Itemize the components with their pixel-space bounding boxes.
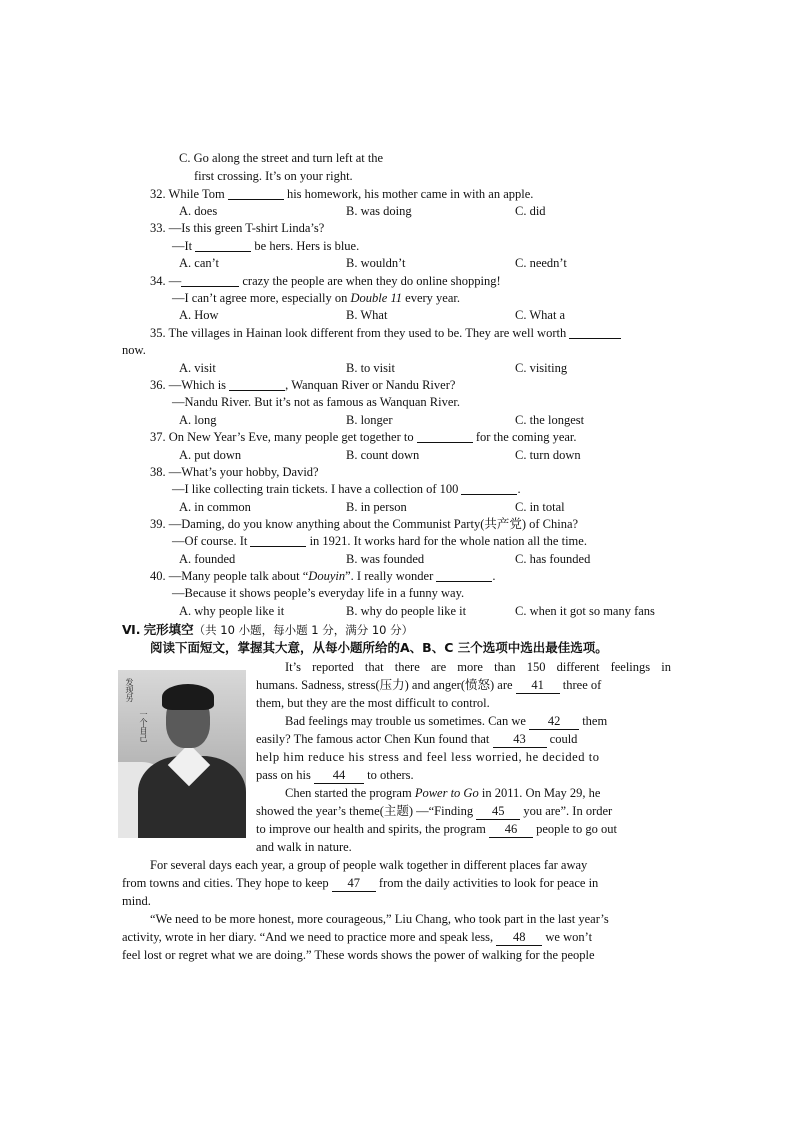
- blank-44: 44: [314, 767, 364, 784]
- q35-option-b: B. to visit: [346, 361, 395, 375]
- p3-line2: [256, 803, 612, 820]
- q37-option-b: B. count down: [346, 448, 420, 462]
- q35-option-c: C. visiting: [515, 361, 568, 375]
- question-40: [150, 568, 496, 584]
- q35-stem: 35. The villages in Hainan look different from they used to be. They are well worth: [150, 326, 570, 340]
- q37-option-c: C. turn down: [515, 448, 581, 462]
- q34-reply-a: —I can’t agree more, especially on: [172, 291, 351, 305]
- q34-option-a: A. How: [179, 308, 219, 322]
- q36-blank: [229, 378, 285, 391]
- q33-blank: [195, 239, 251, 252]
- p3-line1-end: in 2011. On May 29, he: [478, 786, 601, 800]
- question-40-reply: —Because it shows people’s everyday life in a funny way.: [172, 586, 465, 600]
- q36-option-c: C. the longest: [515, 413, 585, 427]
- p4-line2-end: from the daily activities to look for peace in: [375, 876, 599, 890]
- p2-line1-text: Bad feelings may trouble us sometimes. Can we: [285, 714, 530, 728]
- p4-line2-text: from towns and cities. They hope to keep: [122, 876, 332, 890]
- q40-stem-italic: Douyin: [308, 569, 346, 583]
- p1-line1: It’s reported that there are more than 150 different feelings in: [285, 660, 671, 674]
- q33-option-c: C. needn’t: [515, 256, 567, 270]
- q37-stem-b: for the coming year.: [472, 430, 577, 444]
- blank-42: 42: [529, 713, 579, 730]
- p4-line3: mind.: [122, 894, 151, 908]
- q35-blank: [569, 326, 621, 339]
- q32-option-a: A. does: [179, 204, 218, 218]
- q37-option-a: A. put down: [179, 448, 242, 462]
- p1-line3: them, but they are the most difficult to control.: [256, 696, 490, 710]
- blank-48: 48: [496, 929, 542, 946]
- q38-option-b: B. in person: [346, 500, 407, 514]
- q38-option-c: C. in total: [515, 500, 565, 514]
- question-35: [150, 325, 621, 341]
- question-39-reply: [172, 533, 587, 549]
- q34-blank: [181, 274, 239, 287]
- p5-line2-end: we won’t: [542, 930, 593, 944]
- q34-stem-b: crazy the people are when they do online shopping!: [239, 274, 501, 288]
- q31-option-c-line2: first crossing. It’s on your right.: [194, 169, 353, 183]
- blank-47: 47: [332, 875, 376, 892]
- p1-line2: [256, 677, 601, 694]
- p5-line2-text: activity, wrote in her diary. “And we need to practice more and speak less,: [122, 930, 497, 944]
- p4-line2: [122, 875, 598, 892]
- p1-line2-end: three of: [559, 678, 602, 692]
- p2-line4: [256, 767, 414, 784]
- section-header: [122, 622, 413, 638]
- photo-hair: [162, 684, 214, 710]
- p3-line2-text: showed the year’s theme(主题) —“Finding: [256, 804, 477, 818]
- question-33: 33. —Is this green T-shirt Linda’s?: [150, 221, 325, 235]
- q38-blank: [461, 482, 517, 495]
- q40-option-a: A. why people like it: [179, 604, 285, 618]
- section-title: 完形填空: [143, 622, 194, 637]
- q40-stem-b: ”. I really wonder: [345, 569, 437, 583]
- photo-caption-2: 一个自己: [139, 710, 148, 742]
- q34-option-c: C. What a: [515, 308, 566, 322]
- question-33-reply: [172, 238, 359, 254]
- actor-photo: [118, 670, 246, 838]
- p5-line1: “We need to be more honest, more courageous,” Liu Chang, who took part in the last year’s: [150, 912, 609, 926]
- q39-option-a: A. founded: [179, 552, 236, 566]
- q40-option-c: C. when it got so many fans: [515, 604, 655, 618]
- question-36-reply: —Nandu River. But it’s not as famous as Wanquan River.: [172, 395, 460, 409]
- p3-line1-text: Chen started the program: [285, 786, 415, 800]
- q37-stem-a: 37. On New Year’s Eve, many people get together to: [150, 430, 417, 444]
- q38-option-a: A. in common: [179, 500, 251, 514]
- question-34-reply: [172, 290, 460, 306]
- q40-stem-c: .: [492, 569, 496, 583]
- p4-line1: For several days each year, a group of people walk together in different places far away: [150, 858, 588, 872]
- q39-blank: [250, 534, 306, 547]
- blank-41: 41: [516, 677, 560, 694]
- p2-line1-end: them: [579, 714, 608, 728]
- q38-reply-b: .: [517, 482, 521, 496]
- q40-option-b: B. why do people like it: [346, 604, 467, 618]
- p2-line3: help him reduce his stress and feel less worried, he decided to: [256, 750, 600, 764]
- question-34: [150, 273, 501, 289]
- q32-stem-b: his homework, his mother came in with an apple.: [283, 187, 534, 201]
- q32-option-c: C. did: [515, 204, 546, 218]
- p2-line4-end: to others.: [364, 768, 414, 782]
- q39-reply-b: in 1921. It works hard for the whole nation all the time.: [306, 534, 587, 548]
- q36-stem-a: 36. —Which is: [150, 378, 230, 392]
- p2-line1: [285, 713, 607, 730]
- q31-option-c-line1: C. Go along the street and turn left at the: [179, 151, 384, 165]
- q40-blank: [436, 569, 492, 582]
- q33-reply-a: —It: [172, 239, 196, 253]
- q34-stem-a: 34. —: [150, 274, 182, 288]
- q40-stem-a: 40. —Many people talk about “: [150, 569, 309, 583]
- question-38-reply: [172, 481, 521, 497]
- p3-line3-text: to improve our health and spirits, the program: [256, 822, 489, 836]
- section-number: Ⅵ.: [122, 622, 141, 637]
- q35-wrap: now.: [122, 343, 146, 357]
- p2-line2-end: could: [546, 732, 578, 746]
- p2-line2: [256, 731, 577, 748]
- section-note: （共 10 小题，每小题 1 分，满分 10 分）: [193, 623, 414, 637]
- p3-line3: [256, 821, 617, 838]
- blank-43: 43: [493, 731, 547, 748]
- q36-stem-b: , Wanquan River or Nandu River?: [285, 378, 456, 392]
- p3-line4: and walk in nature.: [256, 840, 352, 854]
- program-title: Power to Go: [414, 786, 479, 800]
- p1-line2-text: humans. Sadness, stress(压力) and anger(愤怒) are: [256, 678, 516, 692]
- q35-option-a: A. visit: [179, 361, 216, 375]
- q36-option-b: B. longer: [346, 413, 393, 427]
- question-38: 38. —What’s your hobby, David?: [150, 465, 319, 479]
- q34-reply-italic: Double 11: [350, 291, 403, 305]
- q33-option-b: B. wouldn’t: [346, 256, 406, 270]
- p3-line1: [285, 785, 600, 801]
- q37-blank: [417, 430, 473, 443]
- q36-option-a: A. long: [179, 413, 217, 427]
- question-37: [150, 429, 577, 445]
- section-instruction: 阅读下面短文，掌握其大意，从每小题所给的A、B、C 三个选项中选出最佳选项。: [150, 640, 608, 655]
- q38-reply-a: —I like collecting train tickets. I have a collection of 100: [172, 482, 462, 496]
- blank-46: 46: [489, 821, 533, 838]
- question-32: [150, 186, 533, 202]
- question-39: 39. —Daming, do you know anything about the Communist Party(共产党) of China?: [150, 517, 579, 531]
- q32-stem-a: 32. While Tom: [150, 187, 228, 201]
- q33-option-a: A. can’t: [179, 256, 220, 270]
- q39-option-b: B. was founded: [346, 552, 425, 566]
- p2-line4-text: pass on his: [256, 768, 314, 782]
- photo-caption-1: 发现另: [125, 678, 134, 702]
- blank-45: 45: [476, 803, 520, 820]
- p5-line3: feel lost or regret what we are doing.” These words shows the power of walking for the people: [122, 948, 595, 962]
- q33-reply-b: be hers. Hers is blue.: [251, 239, 360, 253]
- question-36: [150, 377, 455, 393]
- q34-option-b: B. What: [346, 308, 388, 322]
- p3-line3-end: people to go out: [532, 822, 617, 836]
- p5-line2: [122, 929, 592, 946]
- q39-reply-a: —Of course. It: [172, 534, 251, 548]
- p2-line2-text: easily? The famous actor Chen Kun found that: [256, 732, 493, 746]
- q32-option-b: B. was doing: [346, 204, 412, 218]
- q34-reply-b: every year.: [402, 291, 460, 305]
- p3-line2-end: you are”. In order: [520, 804, 613, 818]
- q32-blank: [228, 187, 284, 200]
- q39-option-c: C. has founded: [515, 552, 591, 566]
